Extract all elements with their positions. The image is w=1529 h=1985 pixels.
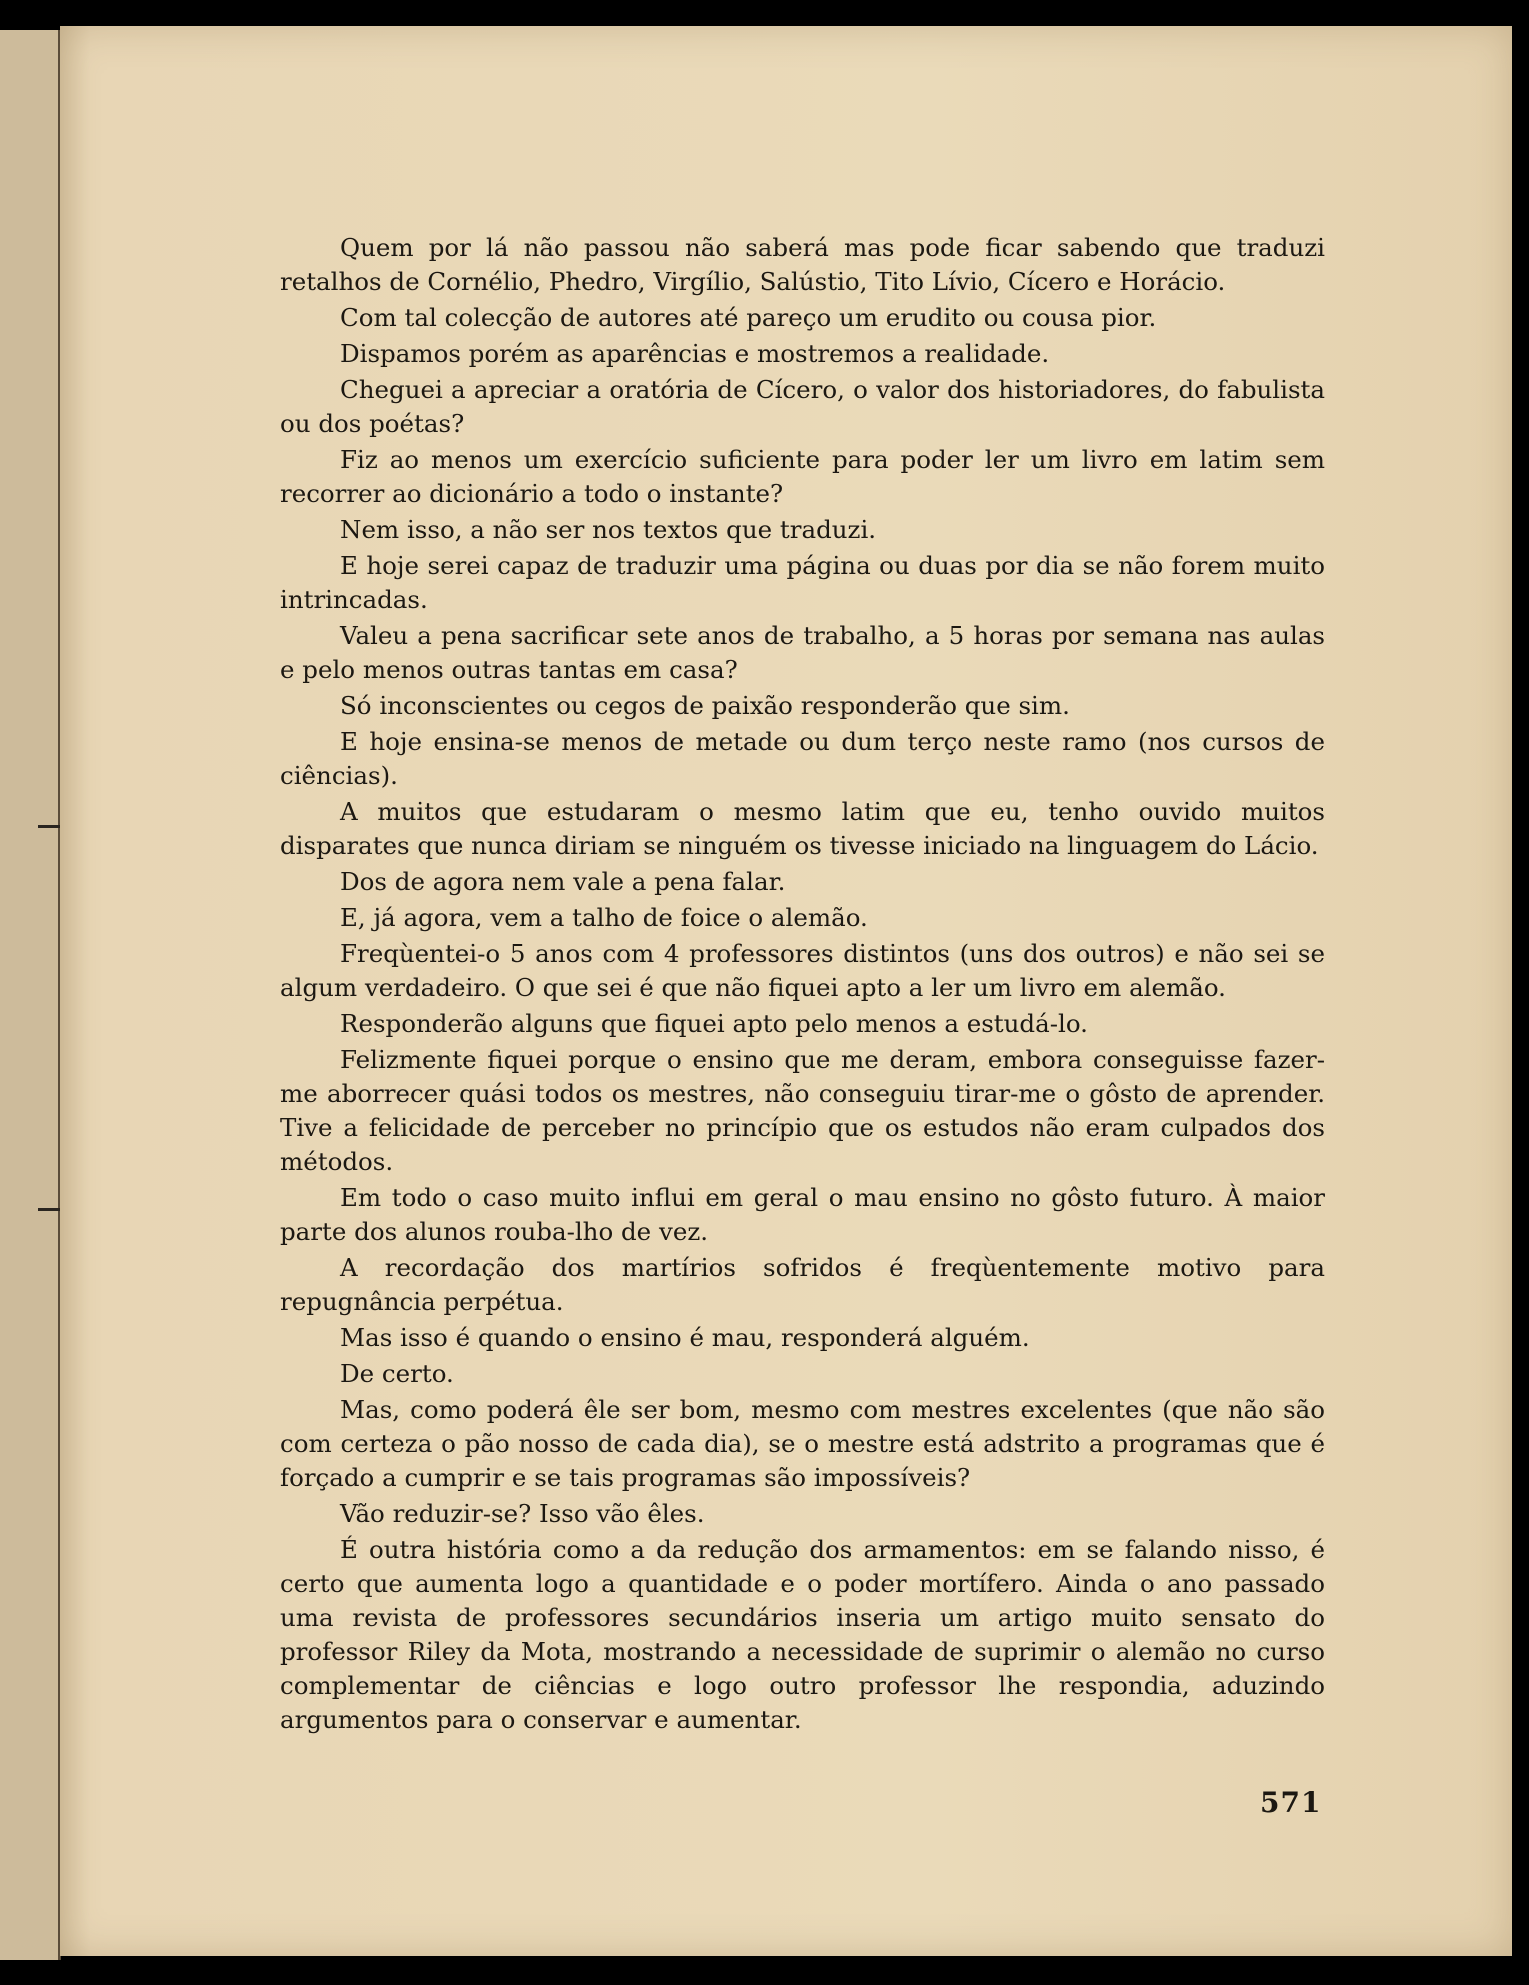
page-number: 571 (1260, 1786, 1322, 1819)
paragraph: Mas isso é quando o ensino é mau, responderá alguém. (340, 1323, 1030, 1352)
paragraph: E hoje ensina-se menos de metade ou dum terço neste ramo (nos cursos de ciências). (280, 727, 1325, 790)
paragraph: Dos de agora nem vale a pena falar. (340, 867, 786, 896)
paragraph: Vão reduzir-se? Isso vão êles. (340, 1499, 705, 1528)
paragraph: De certo. (340, 1359, 454, 1388)
paragraph: Freqùentei-o 5 anos com 4 professores distintos (uns dos outros) e não sei se algum verdadeiro. O que sei é que não fiquei apto a ler um livro em alemão. (280, 939, 1325, 1002)
paragraph: Dispamos porém as aparências e mostremos a realidade. (340, 339, 1050, 368)
left-page-edge (0, 30, 61, 1960)
paragraph: Com tal colecção de autores até pareço um erudito ou cousa pior. (340, 303, 1157, 332)
paragraph: Felizmente fiquei porque o ensino que me deram, embora conseguisse fazer-me aborrecer quási todos os mestres, não conseguiu tirar-me o gôsto de aprender. Tive a felicidade de perceber no princípio que os estudos não eram culpados dos métodos. (280, 1045, 1325, 1176)
paragraph: A recordação dos martírios sofridos é freqùentemente motivo para repugnância perpétua. (280, 1253, 1325, 1316)
paragraph: É outra história como a da redução dos armamentos: em se falando nisso, é certo que aumenta logo a quantidade e o poder mortífero. Ainda o ano passado uma revista de professores secundários inseria um artigo muito sensato do professor Riley da Mota, mostrando a necessidade de suprimir o alemão no curso complementar de ciências e logo outro professor lhe respondia, aduzindo argumentos para o conservar e aumentar. (280, 1535, 1325, 1734)
paragraph: Nem isso, a não ser nos textos que traduzi. (340, 515, 877, 544)
paragraph: Responderão alguns que fiquei apto pelo menos a estudá-lo. (340, 1009, 1088, 1038)
paragraph: E, já agora, vem a talho de foice o alemão. (340, 903, 868, 932)
paragraph: Mas, como poderá êle ser bom, mesmo com mestres excelentes (que não são com certeza o pão nosso de cada dia), se o mestre está adstrito a programas que é forçado a cumprir e se tais programas são impossíveis? (280, 1395, 1325, 1492)
paragraph: A muitos que estudaram o mesmo latim que eu, tenho ouvido muitos disparates que nunca diriam se ninguém os tivesse iniciado na linguagem do Lácio. (280, 797, 1325, 860)
paragraph: Valeu a pena sacrificar sete anos de trabalho, a 5 horas por semana nas aulas e pelo menos outras tantas em casa? (280, 621, 1325, 684)
paragraph: Fiz ao menos um exercício suficiente para poder ler um livro em latim sem recorrer ao dicionário a todo o instante? (280, 445, 1325, 508)
paragraph: Só inconscientes ou cegos de paixão responderão que sim. (340, 691, 1070, 720)
paragraph: E hoje serei capaz de traduzir uma página ou duas por dia se não forem muito intrincadas. (280, 551, 1325, 614)
book-page (60, 26, 1512, 1956)
body-text (280, 231, 1325, 1739)
paragraph: Cheguei a apreciar a oratória de Cícero, o valor dos historiadores, do fabulista ou dos poétas? (280, 375, 1325, 438)
paragraph: Quem por lá não passou não saberá mas pode ficar sabendo que traduzi retalhos de Cornélio, Phedro, Virgílio, Salústio, Tito Lívio, Cícero e Horácio. (280, 233, 1325, 296)
paragraph: Em todo o caso muito influi em geral o mau ensino no gôsto futuro. À maior parte dos alunos rouba-lho de vez. (280, 1183, 1325, 1246)
